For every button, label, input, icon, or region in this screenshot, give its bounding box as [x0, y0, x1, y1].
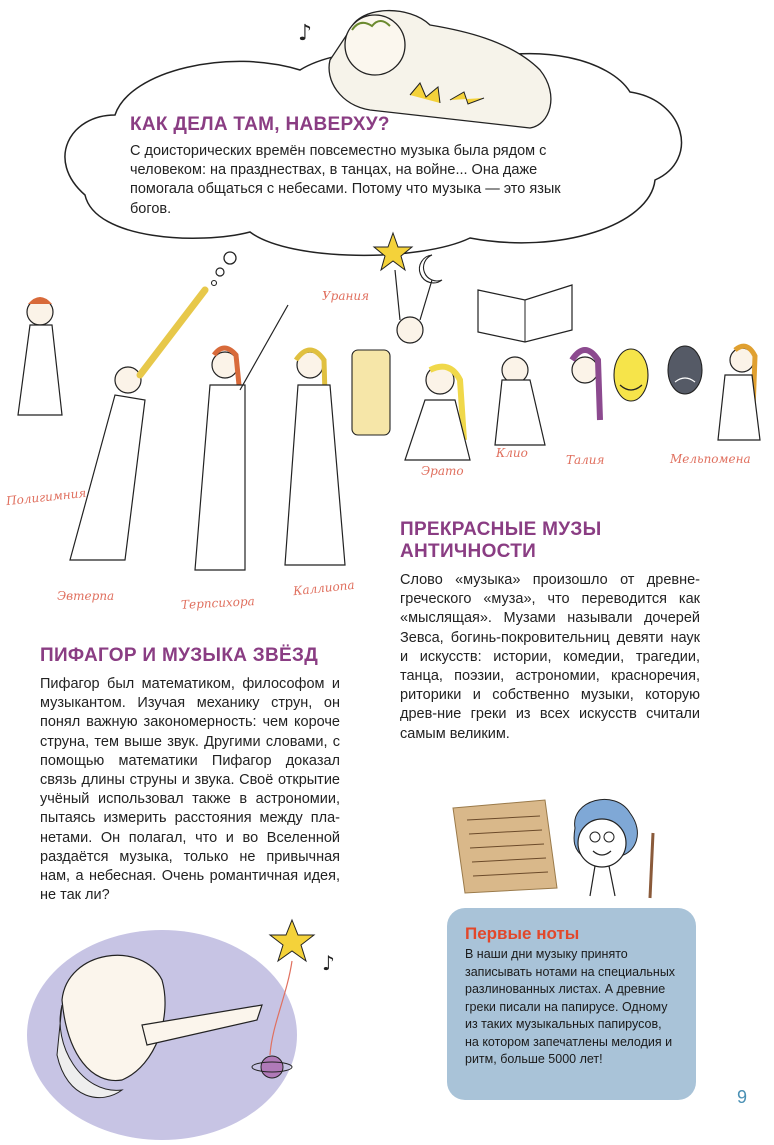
- pythagoras-illustration: [22, 905, 402, 1145]
- first-notes-title: Первые ноты: [465, 924, 580, 943]
- label-calliope: Каллиопа: [292, 577, 356, 599]
- first-notes-paragraph: В наши дни музыку принято записывать нотами на специальных разлинованных листах. А древние греки писали на папирусе. Одному из таких музыкальных папирусов, на котором запечатлены мелодия и ритм, больше 5000 лет!: [465, 947, 676, 1066]
- muse-clio-figure: [478, 285, 572, 445]
- muses-heading: ПРЕКРАСНЫЕ МУЗЫ АНТИЧНОСТИ: [400, 519, 602, 562]
- muse-thalia-figure: [572, 349, 648, 420]
- muse-terpsichore-figure: [195, 305, 288, 570]
- muse-euterpe-figure: [70, 290, 205, 560]
- muses-paragraph: Слово «музыка» произошло от древне-греческого «муза», что переводится как «мыслящая». Музами называли дочерей Зевса, богинь-покровительниц девяти наук и искусств: истории, комедии, трагедии, танца, поэзии, астрономии, красноречия, риторики и собственно музыки, которую древ-ние греки из всех искусств считали самым великим.: [400, 572, 700, 742]
- label-polyhymnia: Полигимния: [5, 485, 87, 509]
- muse-erato-figure: [405, 366, 470, 460]
- svg-text:♪: ♪: [298, 21, 313, 46]
- pythagoras-paragraph: Пифагор был математиком, философом и музыкантом. Изучая механику струн, он понял важную закономерность: чем короче струна, тем выше звук. Другими словами, с помощью математики Пифагор доказал связь длины струны и звука. Своё открытие учёный использовал также в астрономии, пытаясь измерить расстояния между пла-нетами. Он полагал, что и во Вселенной раздаётся музыка, только не привычная нам, а небесная. Очень романтичная идея, не так ли?: [40, 676, 340, 904]
- bubble-heading: КАК ДЕЛА ТАМ, НАВЕРХУ?: [130, 114, 390, 135]
- muse-polyhymnia-figure: [18, 297, 62, 415]
- label-clio: Клио: [496, 446, 528, 460]
- label-urania: Урания: [322, 289, 370, 303]
- page-number: 9: [737, 1087, 748, 1107]
- muse-melpomene-figure: [668, 346, 760, 440]
- muse-calliope-figure: [285, 350, 390, 565]
- label-thalia: Талия: [566, 453, 605, 467]
- label-terpsichore: Терпсихора: [180, 594, 256, 612]
- svg-text:♪: ♪: [322, 951, 335, 975]
- first-notes-box: [447, 908, 696, 1100]
- label-euterpe: Эвтерпа: [57, 589, 115, 603]
- label-erato: Эрато: [421, 464, 464, 478]
- label-melpomene: Мельпомена: [670, 452, 751, 466]
- muse-urania-figure: [374, 233, 442, 343]
- papyrus-illustration: [445, 788, 670, 903]
- pythagoras-heading: ПИФАГОР И МУЗЫКА ЗВЁЗД: [40, 645, 319, 666]
- bubble-paragraph: С доисторических времён повсеместно музыка была рядом с человеком: на празднествах, в танцах, на войне... Она даже помогала общаться с небесами. Потому что музыка — это язык богов.: [130, 143, 561, 217]
